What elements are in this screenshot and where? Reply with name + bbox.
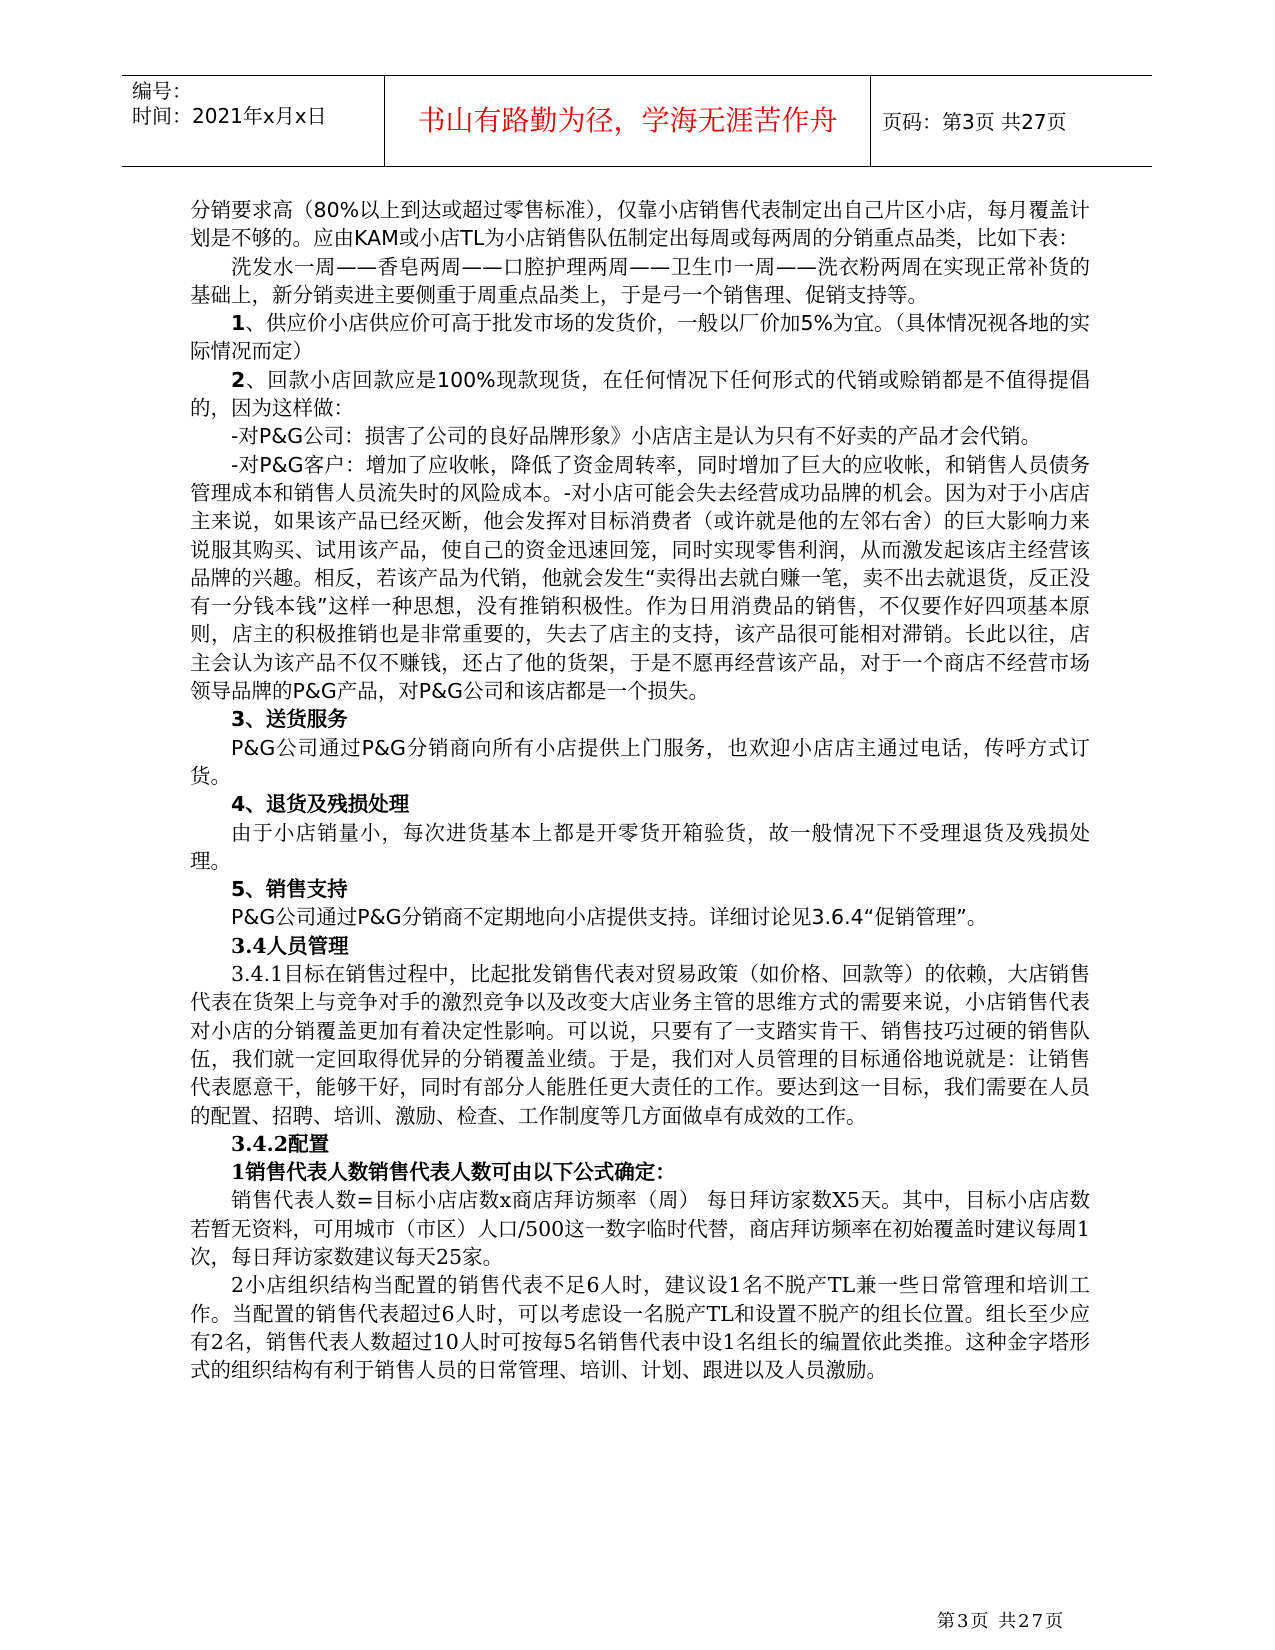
header-page-cell: [870, 76, 1152, 166]
paragraph: 2小店组织结构当配置的销售代表不足6人时，建议设1名不脱产TL兼一些日常管理和培训工作。当配置的销售代表超过6人时，可以考虑设一名脱产TL和设置不脱产的组长位置。组长至少应有2名，销售代表人数超过10人时可按每5名销售代表中设1名组长的编置依此类推。这种金字塔形式的组织结构有利于销售人员的日常管理、培训、计划、跟进以及人员激励。: [190, 1273, 1090, 1383]
document-body: [190, 196, 1090, 1384]
section-heading: 3、送货服务: [231, 707, 348, 732]
paragraph-payment: [190, 366, 1090, 423]
section-heading: 3.4.2配置: [231, 1131, 330, 1156]
item-number: 1: [231, 311, 246, 336]
paragraph-text: 、供应价小店供应价可高于批发市场的发货价，一般以厂价加5%为宜。（具体情况视各地的实际情况而定）: [190, 311, 1090, 364]
section-heading: 3.4人员管理: [231, 933, 349, 958]
document-time-label: 时间：2021年x月x日: [132, 104, 327, 128]
item-number: 2: [231, 367, 246, 392]
paragraph: 3.4.1目标在销售过程中，比起批发销售代表对贸易政策（如价格、回款等）的依赖，大店销售代表在货架上与竞争对手的激烈竞争以及改变大店业务主管的思维方式的需要来说，小店销售代表对小店的分销覆盖更加有着决定性影响。可以说，只要有了一支踏实肯干、销售技巧过硬的销售队伍，我们就一定回取得优异的分销覆盖业绩。于是，我们对人员管理的目标通俗地说就是：让销售代表愿意干，能够干好，同时有部分人能胜任更大责任的工作。要达到这一目标，我们需要在人员的配置、招聘、培训、激励、检查、工作制度等几方面做卓有成效的工作。: [190, 962, 1090, 1128]
paragraph: P&G公司通过P&G分销商向所有小店提供上门服务，也欢迎小店店主通过电话，传呼方式订货。: [190, 735, 1090, 788]
paragraph: 销售代表人数=目标小店店数x商店拜访频率（周） 每日拜访家数X5天。其中，目标小店店数若暂无资料，可用城市（市区）人口/500这一数字临时代替，商店拜访频率在初始覆盖时建议每周1次，每日拜访家数建议每天25家。: [190, 1188, 1090, 1269]
paragraph: P&G公司通过P&G分销商不定期地向小店提供支持。详细讨论见3.6.4“促销管理”。: [231, 905, 988, 930]
paragraph: 洗发水一周——香皂两周——口腔护理两周——卫生巾一周——洗衣粉两周在实现正常补货的基础上，新分销卖进主要侧重于周重点品类上，于是弓一个销售理、促销支持等。: [190, 254, 1090, 307]
paragraph-text: 、回款小店回款应是100%现款现货，在任何情况下任何形式的代销或赊销都是不值得提倡的，因为这样做：: [190, 367, 1090, 421]
document-number-label: 编号：: [132, 79, 192, 103]
header-motto: 书山有路勤为径，学海无涯苦作舟: [417, 104, 838, 137]
header-page-number: 页码：第3页 共27页: [882, 110, 1067, 134]
paragraph: -对P&G客户：增加了应收帐，降低了资金周转率，同时增加了巨大的应收帐，和销售人员债务管理成本和销售人员流失时的风险成本。-对小店可能会失去经营成功品牌的机会。因为对于小店店主来说，如果该产品已经灭断，他会发挥对目标消费者（或许就是他的左邻右舍）的巨大影响力来说服其购买、试用该产品，使自己的资金迅速回笼，同时实现零售利润，从而激发起该店主经营该品牌的兴趣。相反，若该产品为代销，他就会发生“卖得出去就白赚一笔，卖不出去就退货，反正没有一分钱本钱”这样一种思想，没有推销积极性。作为日用消费品的销售，不仅要作好四项基本原则，店主的积极推销也是非常重要的，失去了店主的支持，该产品很可能相对滞销。长此以往，店主会认为该产品不仅不赚钱，还占了他的货架，于是不愿再经营该产品，对于一个商店不经营市场领导品牌的P&G产品，对P&G公司和该店都是一个损失。: [190, 452, 1090, 704]
paragraph-supply-price: [190, 309, 1090, 366]
section-heading: 5、销售支持: [231, 877, 348, 902]
header-info-cell: [122, 76, 384, 166]
paragraph: 分销要求高（80%以上到达或超过零售标准），仅靠小店销售代表制定出自己片区小店，每月覆盖计划是不够的。应由KAM或小店TL为小店销售队伍制定出每周或每两周的分销重点品类，比如下表：: [190, 198, 1090, 251]
page-footer: 第3页 共27页: [937, 1611, 1066, 1632]
page-header: [122, 75, 1152, 167]
paragraph: 由于小店销量小，每次进货基本上都是开零货开箱验货，故一般情况下不受理退货及残损处理。: [190, 820, 1090, 873]
header-motto-cell: [384, 76, 871, 166]
paragraph: -对P&G公司：损害了公司的良好品牌形象》小店店主是认为只有不好卖的产品才会代销。: [231, 424, 1042, 449]
section-heading: 4、退货及残损处理: [231, 792, 410, 817]
section-heading: 1销售代表人数销售代表人数可由以下公式确定：: [231, 1160, 676, 1185]
